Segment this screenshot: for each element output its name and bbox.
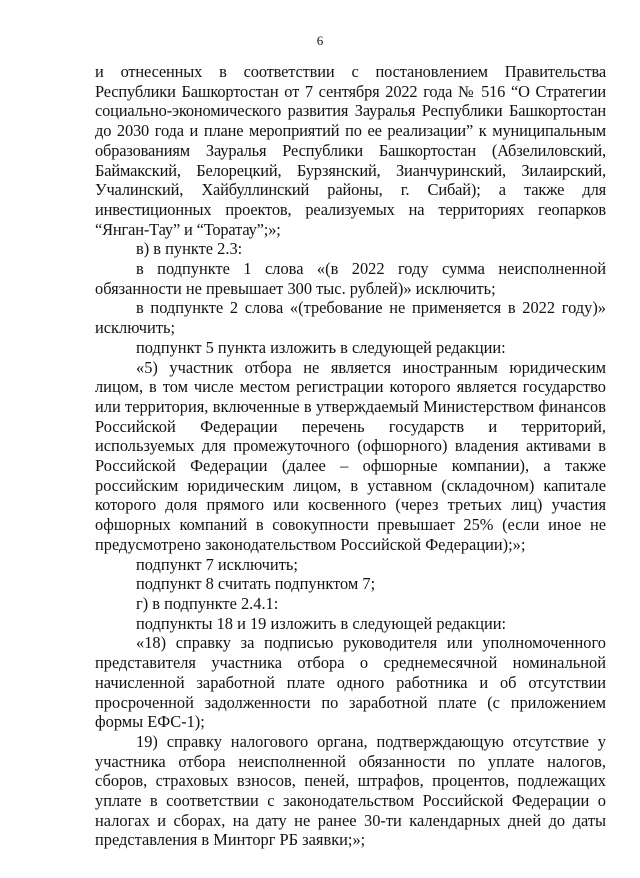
paragraph-continuation: и отнесенных в соответствии с постановлением Правительства Республики Башкортостан от 7 сентября 2022 года № 516 “О Стратегии социально-экономического развития Зауралья Республики Башкортостан до 2030 года и плане мероприятий по ее реализации” к муниципальным образованиям Зауралья Республики Башкортостан (Абзелиловский, Баймакский, Белорецкий, Бурзянский, Зианчуринский, Зилаирский, Учалинский, Хайбуллинский районы, г. Сибай); а также для инвестиционных проектов, реализуемых на территориях геопарков “Янган-Тау” и “Торатау”;»; — [95, 62, 606, 239]
page-number: 6 — [316, 33, 324, 48]
paragraph-subpoint-19: 19) справку налогового органа, подтверждающую отсутствие у участника отбора неисполненной обязанности по уплате налогов, сборов, страховых взносов, пеней, штрафов, процентов, подлежащих уплате в соответствии с законодательством Российской Федерации о налогах и сборах, на дату не ранее 30-ти календарных дней до даты представления в Минторг РБ заявки;»; — [95, 731, 606, 850]
paragraph-item-v: в) в пункте 2.3: — [136, 239, 243, 259]
paragraph-item-g: г) в подпункте 2.4.1: — [136, 593, 279, 613]
paragraph-subpoints-18-19-intro: подпункты 18 и 19 изложить в следующей редакции: — [136, 613, 507, 633]
paragraph-subpoint-7: подпункт 7 исключить; — [136, 554, 298, 574]
paragraph-subpoint-18: «18) справку за подписью руководителя или уполномоченного представителя участника отбора о среднемесячной номинальной начисленной заработной плате одного работника и об отсутствии просроченной задолженности по заработной плате (с приложением формы ЕФС-1); — [95, 633, 606, 732]
paragraph-subpoint-2: в подпункте 2 слова «(требование не применяется в 2022 году)» исключить; — [95, 298, 606, 338]
paragraph-subpoint-5-text: «5) участник отбора не является иностранным юридическим лицом, в том числе местом регистрации которого является государство или территория, включенные в утверждаемый Министерством финансов Российской Федерации перечень государств и территорий, используемых для промежуточного (офшорного) владения активами в Российской Федерации (далее – офшорные компании), а также российским юридическим лицом, в уставном (складочном) капитале которого доля прямого или косвенного (через третьих лиц) участия офшорных компаний в совокупности превышает 25% (если иное не предусмотрено законодательством Российской Федерации);»; — [95, 357, 606, 554]
paragraph-subpoint-5-intro: подпункт 5 пункта изложить в следующей редакции: — [136, 337, 506, 357]
paragraph-subpoint-8: подпункт 8 считать подпунктом 7; — [136, 574, 376, 594]
document-body — [95, 62, 606, 850]
paragraph-subpoint-1: в подпункте 1 слова «(в 2022 году сумма неисполненной обязанности не превышает 300 тыс. рублей)» исключить; — [95, 259, 606, 298]
